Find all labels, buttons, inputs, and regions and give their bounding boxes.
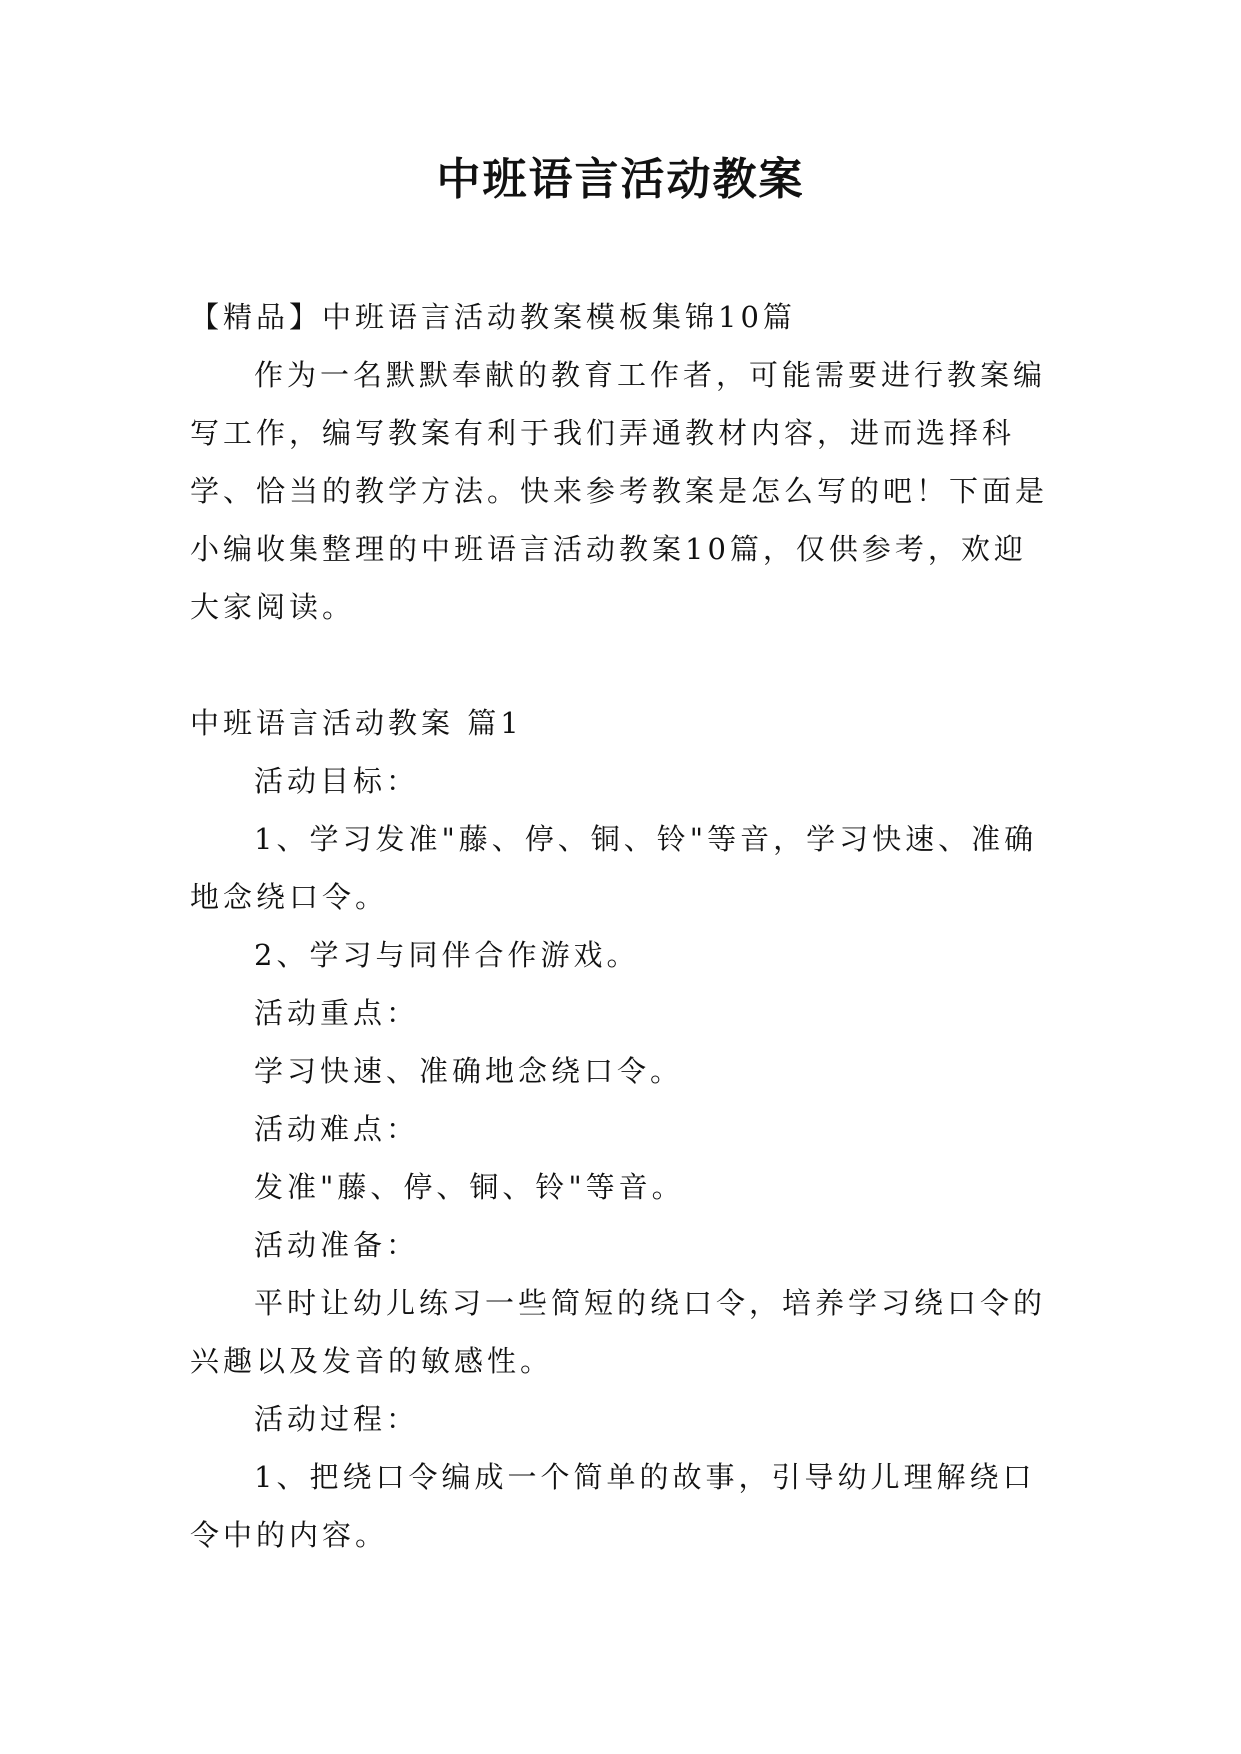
paragraph: 活动重点：	[254, 996, 420, 1030]
paragraph: 活动目标：	[254, 764, 420, 798]
paragraph-spacer	[190, 636, 1050, 694]
paragraph: 发准"藤、停、铜、铃"等音。	[254, 1170, 685, 1204]
paragraph: 2、学习与同伴合作游戏。	[254, 938, 640, 972]
paragraph: 平时让幼儿练习一些简短的绕口令，培养学习绕口令的兴趣以及发音的敏感性。	[190, 1286, 1047, 1378]
document-subtitle: 【精品】中班语言活动教案模板集锦10篇	[190, 300, 796, 334]
paragraph: 学习快速、准确地念绕口令。	[254, 1054, 684, 1088]
paragraph: 1、把绕口令编成一个简单的故事，引导幼儿理解绕口令中的内容。	[190, 1460, 1036, 1552]
paragraph: 活动过程：	[254, 1402, 420, 1436]
paragraph: 1、学习发准"藤、停、铜、铃"等音，学习快速、准确地念绕口令。	[190, 822, 1038, 914]
document-body	[190, 288, 1050, 1564]
page-title: 中班语言活动教案	[436, 154, 805, 205]
paragraph: 活动难点：	[254, 1112, 420, 1146]
section-heading: 中班语言活动教案 篇1	[190, 706, 523, 740]
paragraph: 活动准备：	[254, 1228, 420, 1262]
intro-paragraph: 作为一名默默奉献的教育工作者，可能需要进行教案编写工作，编写教案有利于我们弄通教材内容，进而选择科学、恰当的教学方法。快来参考教案是怎么写的吧！下面是小编收集整理的中班语言活动教案10篇，仅供参考，欢迎大家阅读。	[190, 358, 1049, 624]
